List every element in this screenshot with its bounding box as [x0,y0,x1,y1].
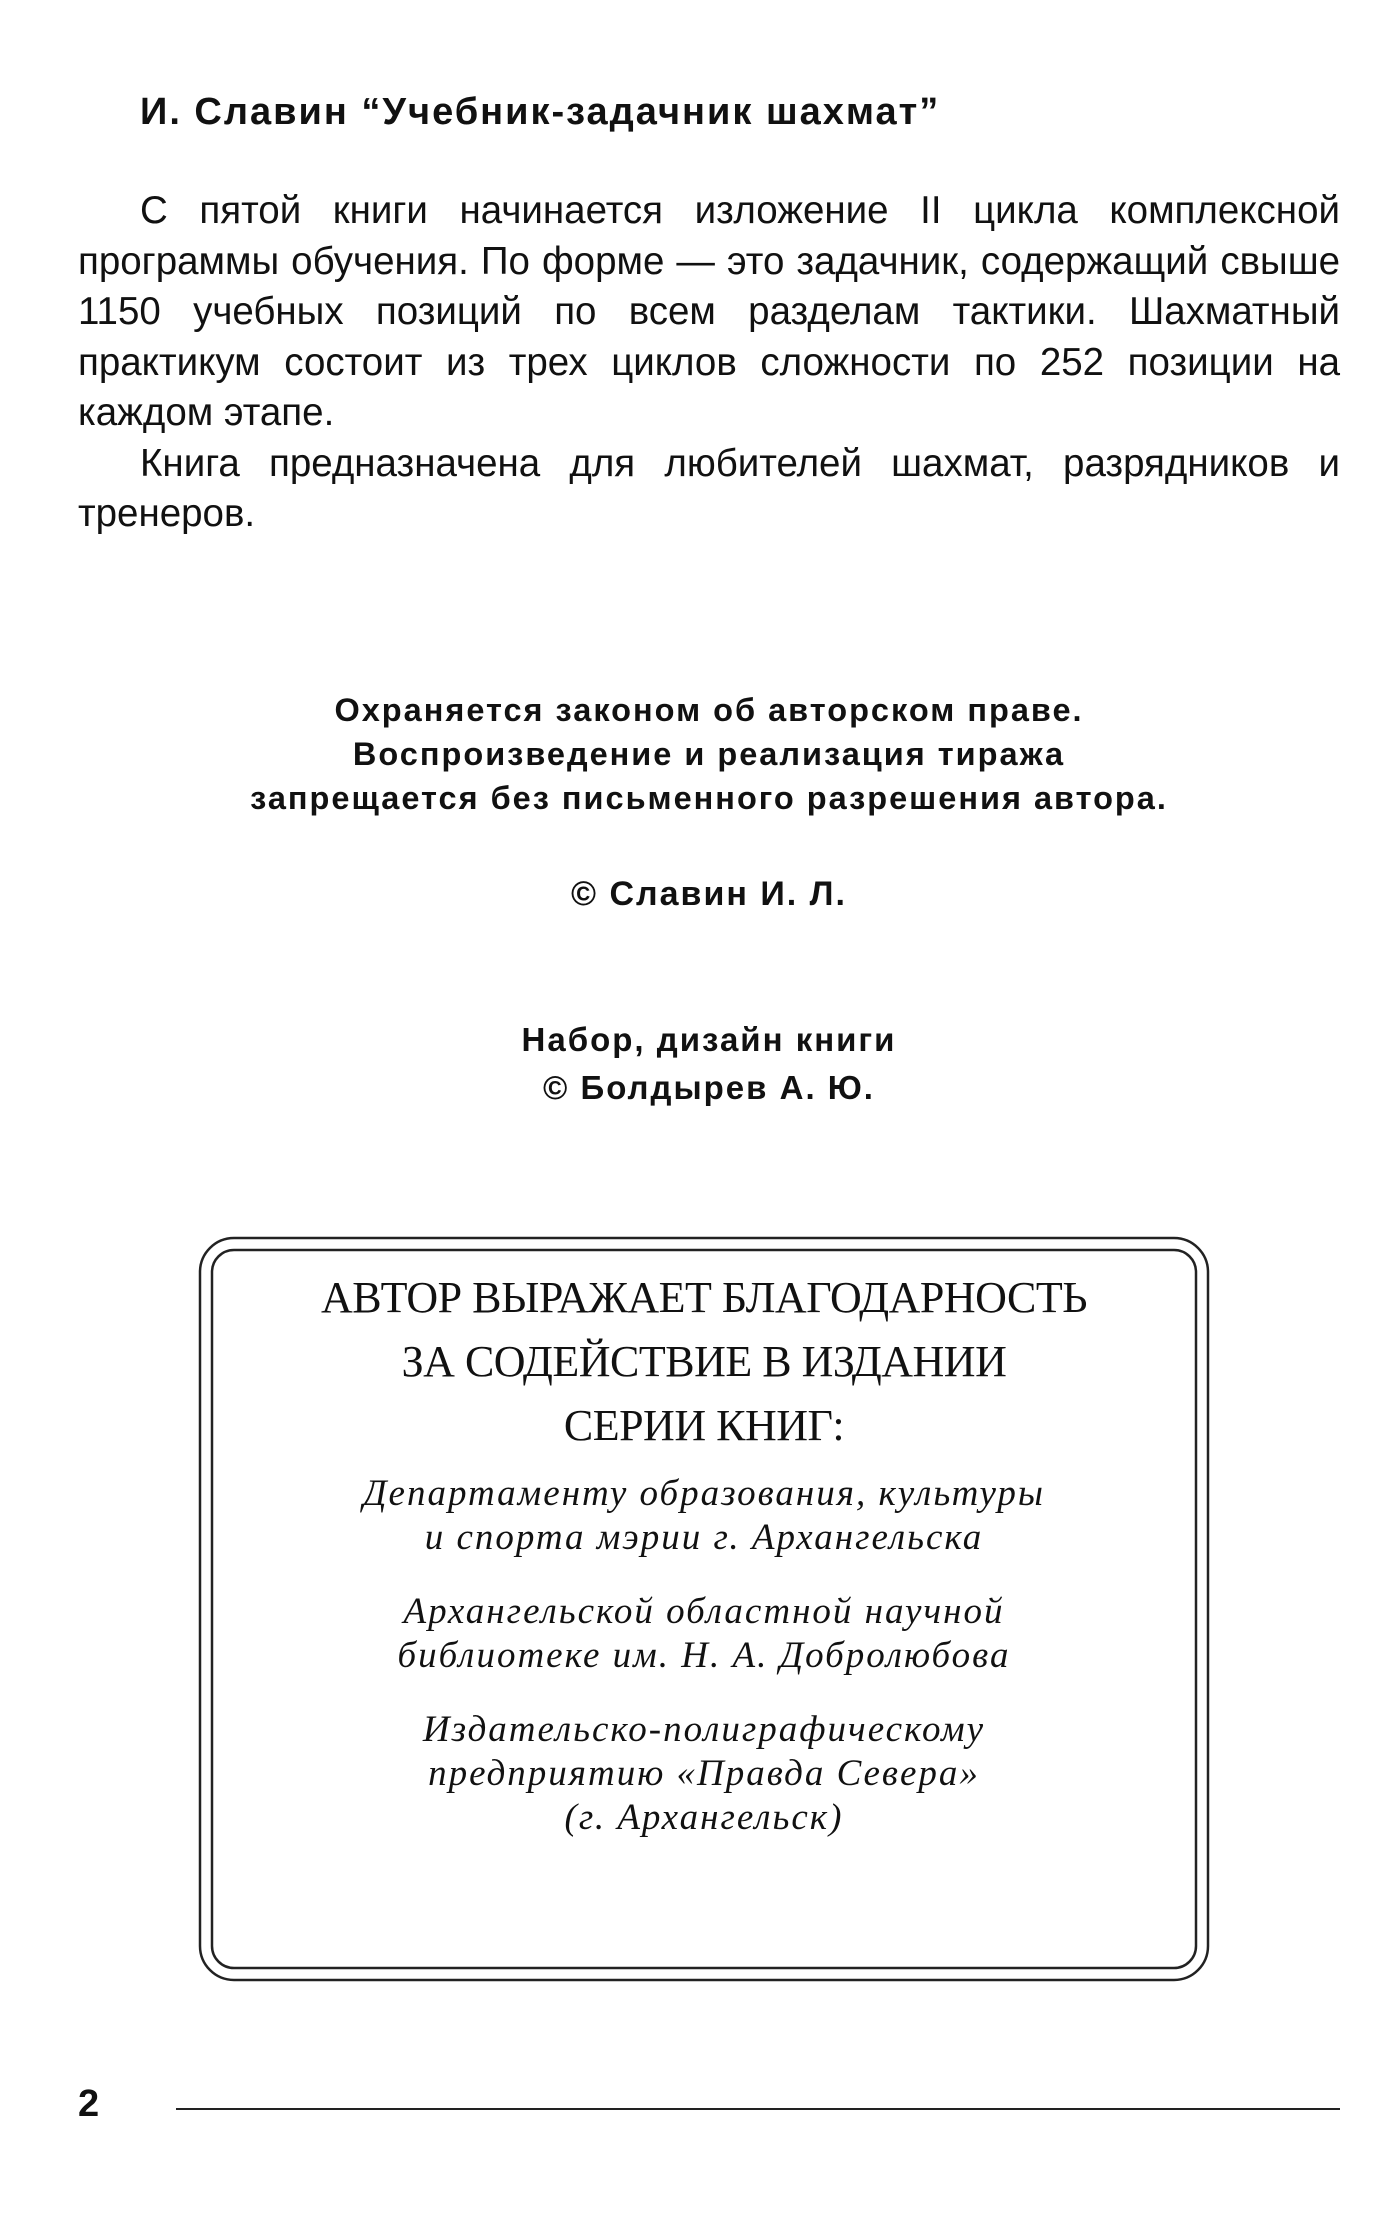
design-credit [78,1016,1340,1112]
acknowledgement-content [218,1266,1190,1870]
acknowledgement-frame [198,1236,1210,1982]
footer-rule [176,2108,1340,2110]
design-credit-line: © Болдырев А. Ю. [543,1069,875,1106]
acknowledgement-item-line: (г. Архангельск) [564,1797,844,1838]
copyright-line: запрещается без письменного разрешения автора. [250,780,1168,816]
acknowledgement-item-line: Архангельской областной научной [403,1591,1005,1632]
copyright-line: Воспроизведение и реализация тиража [352,736,1066,772]
description [78,186,1340,540]
acknowledgement-title-line: ЗА СОДЕЙСТВИЕ В ИЗДАНИИ [401,1337,1007,1386]
acknowledgement-item-line: предприятию «Правда Севера» [428,1753,980,1794]
acknowledgement-item [218,1708,1190,1840]
copyright-line: Охраняется законом об авторском праве. [334,692,1084,728]
acknowledgement-title [218,1266,1190,1458]
acknowledgement-item-line: библиотеке им. Н. А. Добролюбова [397,1635,1011,1676]
acknowledgement-title-line: СЕРИИ КНИГ: [563,1401,845,1450]
design-credit-line: Набор, дизайн книги [521,1021,897,1058]
book-heading: И. Славин “Учебник-задачник шахмат” [140,91,941,133]
acknowledgement-item [218,1590,1190,1678]
acknowledgement-item-line: и спорта мэрии г. Архангельска [424,1517,984,1558]
description-paragraph: С пятой книги начинается изложение II цикла комплексной программы обучения. По форме — это задачник, содержащий свыше 1150 учебных позиций по всем разделам тактики. Шахматный практикум состоит из трех циклов сложности по 252 позиции на каждом этапе. [78,189,1340,434]
acknowledgement-title-line: АВТОР ВЫРАЖАЕТ БЛАГОДАРНОСТЬ [321,1273,1087,1322]
author-copyright: © Славин И. Л. [571,875,847,913]
description-paragraph: Книга предназначена для любителей шахмат, разрядников и тренеров. [78,441,1340,535]
acknowledgement-item-line: Издательско-полиграфическому [422,1709,986,1750]
page-number: 2 [78,2083,100,2125]
acknowledgement-item [218,1472,1190,1560]
copyright-notice [78,688,1340,820]
acknowledgement-item-line: Департаменту образования, культуры [363,1473,1045,1514]
